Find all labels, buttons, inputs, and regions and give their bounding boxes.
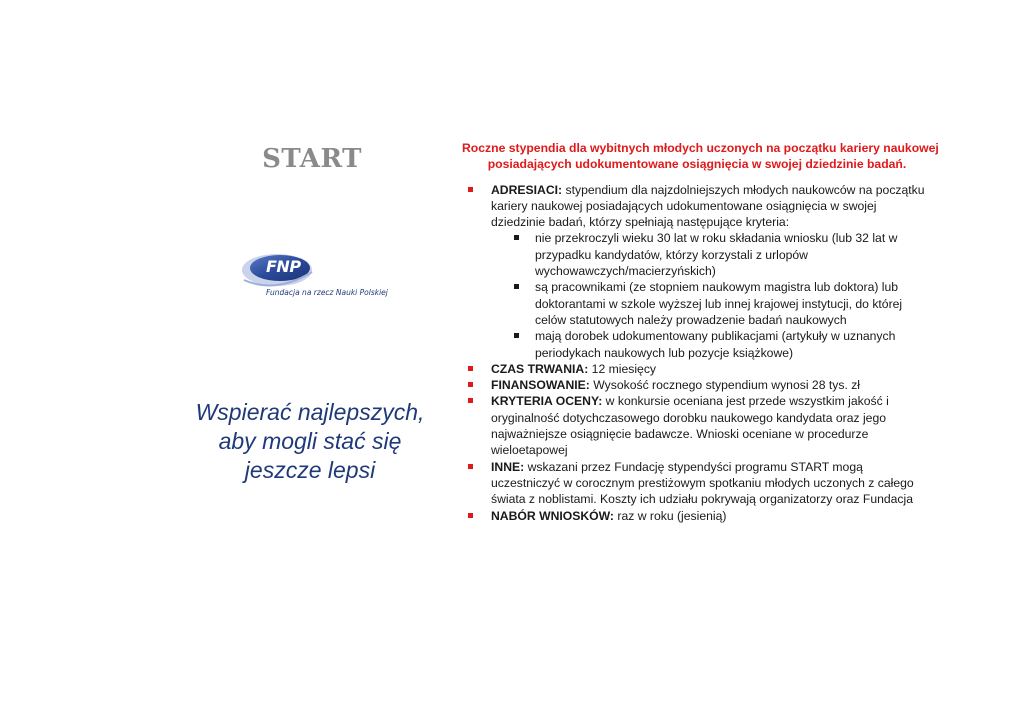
criteria-text: są pracownikami (ze stopniem naukowym magistra lub doktora) lub doktorantami w szkole wyższej lub innej krajowej instytucji, do której celów statutowych należy prowadzenie badań naukowych xyxy=(535,280,903,327)
item-text: wskazani przez Fundację stypendyści programu START mogą uczestniczyć w corocznym prestiżowym spotkaniu młodych uczonych z całego świata z noblistami. Koszty ich udziału pokrywają organizatorzy oraz Fundacja xyxy=(491,459,914,507)
slogan-line: jeszcze lepsi xyxy=(244,457,376,483)
slogan-line: aby mogli stać się xyxy=(218,428,402,454)
slogan-line: Wspierać najlepszych, xyxy=(195,399,425,425)
item-text: w konkursie oceniana jest przede wszystkim jakość i oryginalność dotychczasowego dorobku naukowego kandydata oraz jego najważniejsze osiągnięcie badawcze. Wnioski oceniane w procedurze wieloetapowej xyxy=(491,394,889,458)
criteria-item xyxy=(535,279,932,328)
square-bullet-icon xyxy=(468,464,473,469)
logo-text: FNP xyxy=(266,257,301,276)
headline-line: posiadających udokumentowane osiągnięcia w swojej dziedzinie badań. xyxy=(487,157,907,172)
item-label: CZAS TRWANIA: xyxy=(491,361,589,376)
square-bullet-icon xyxy=(514,235,519,240)
square-bullet-icon xyxy=(514,333,519,338)
logo-subtitle: Fundacja na rzecz Nauki Polskiej xyxy=(266,288,388,297)
square-bullet-icon xyxy=(468,398,473,403)
list-item-nabor-wnioskow xyxy=(462,508,932,524)
item-text: raz w roku (jesienią) xyxy=(614,508,727,523)
criteria-item xyxy=(535,230,932,279)
square-bullet-icon xyxy=(468,382,473,387)
item-label: KRYTERIA OCENY: xyxy=(491,394,603,409)
info-list xyxy=(462,182,932,524)
fnp-logo xyxy=(236,250,396,310)
fnp-logo-icon xyxy=(236,250,396,310)
list-item-kryteria-oceny xyxy=(462,393,932,458)
page-title: START xyxy=(262,144,362,174)
item-label: ADRESIACI: xyxy=(491,182,563,197)
item-text: 12 miesięcy xyxy=(588,361,657,376)
criteria-list xyxy=(491,230,932,360)
square-bullet-icon xyxy=(468,513,473,518)
list-item-finansowanie xyxy=(462,377,932,393)
headline xyxy=(462,140,939,173)
square-bullet-icon xyxy=(514,284,519,289)
item-label: FINANSOWANIE: xyxy=(491,378,590,393)
headline-line: Roczne stypendia dla wybitnych młodych uczonych na początku kariery naukowej xyxy=(462,141,939,155)
program-description xyxy=(462,140,939,524)
criteria-item xyxy=(535,328,932,361)
slogan xyxy=(180,398,440,485)
square-bullet-icon xyxy=(468,366,473,371)
item-text: Wysokość rocznego stypendium wynosi 28 tys. zł xyxy=(589,378,861,393)
criteria-text: nie przekroczyli wieku 30 lat w roku składania wniosku (lub 32 lat w przypadku kandydatów, którzy korzystali z urlopów wychowawczych/macierzyńskich) xyxy=(535,231,898,279)
criteria-text: mają dorobek udokumentowany publikacjami (artykuły w uznanych periodykach naukowych lub pozycje książkowe) xyxy=(535,329,896,360)
item-label: NABÓR WNIOSKÓW: xyxy=(491,508,614,523)
item-label: INNE: xyxy=(491,459,525,474)
list-item-czas-trwania xyxy=(462,361,932,377)
list-item-inne xyxy=(462,459,932,508)
list-item-adresiaci xyxy=(462,182,932,361)
square-bullet-icon xyxy=(468,187,473,192)
item-text: stypendium dla najzdolniejszych młodych naukowców na początku kariery naukowej posiadających udokumentowane osiągnięcia w swojej dziedzinie badań, którzy spełniają następujące kryteria: xyxy=(491,182,925,230)
